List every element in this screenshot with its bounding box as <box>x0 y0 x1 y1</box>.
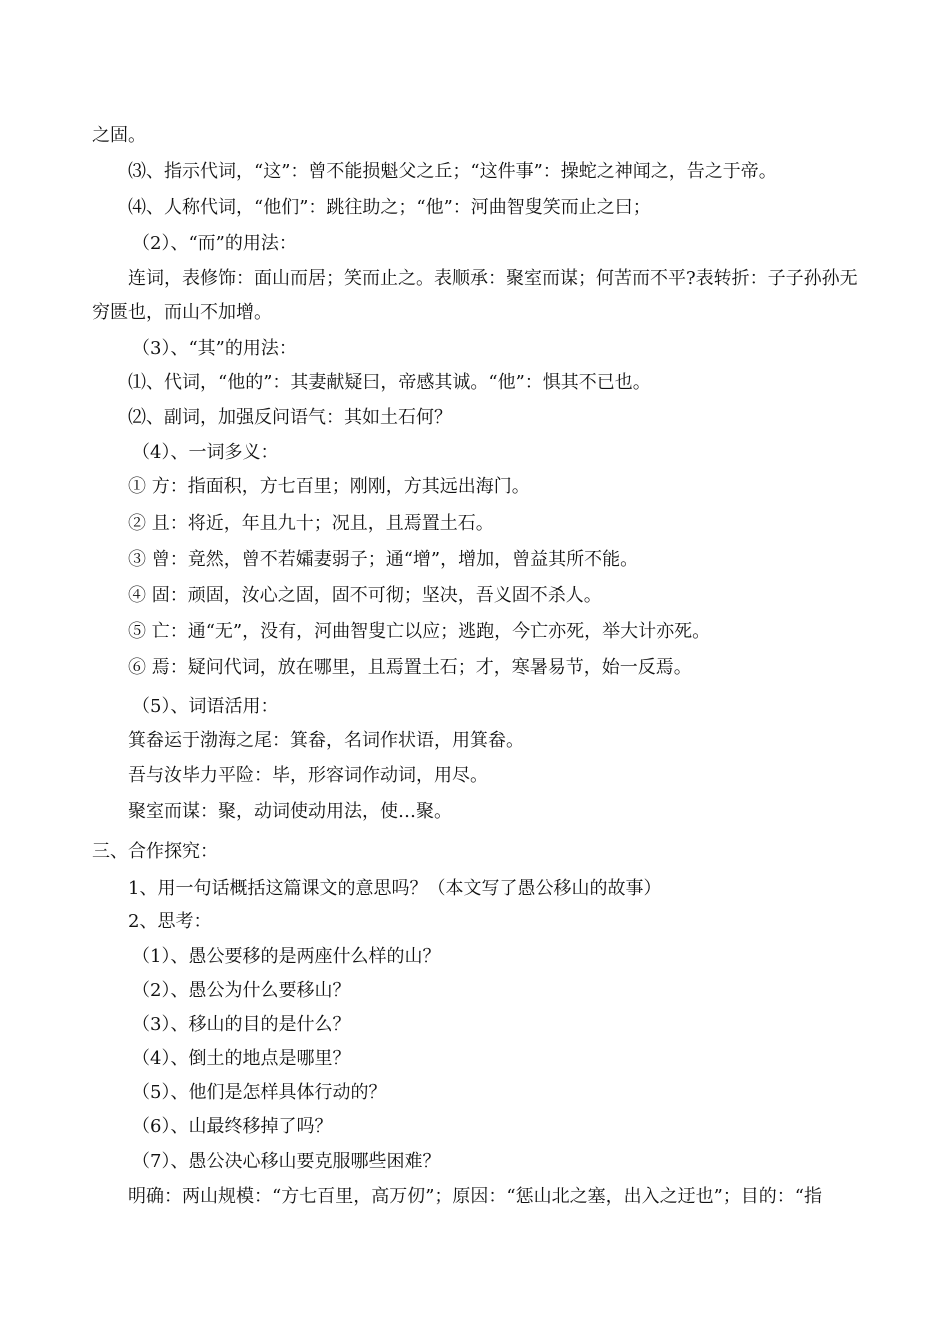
question-item: （7）、愚公决心移山要克服哪些困难？ <box>132 1151 441 1172</box>
text-line: 箕畚运于渤海之尾：箕畚，名词作状语，用箕畚。 <box>128 730 524 751</box>
text-line: 2、思考： <box>128 911 212 932</box>
section-heading: （2）、“而”的用法： <box>132 233 297 254</box>
text-line: ① 方：指面积，方七百里；刚刚，方其远出海门。 <box>128 476 530 497</box>
text-line: 连词，表修饰：面山而居；笑而止之。表顺承：聚室而谋；何苦而不平?表转折：子子孙孙无 <box>128 268 858 289</box>
text-line: ② 且：将近，年且九十；况且，且焉置土石。 <box>128 513 494 534</box>
text-line: 穷匮也，而山不加增。 <box>92 302 272 323</box>
text-line: ③ 曾：竟然，曾不若孀妻弱子；通“增”，增加，曾益其所不能。 <box>128 549 639 570</box>
text-line: 1、用一句话概括这篇课文的意思吗？（本文写了愚公移山的故事） <box>128 878 662 899</box>
text-line: ⑴、代词，“他的”：其妻献疑曰，帝感其诚。“他”：惧其不已也。 <box>128 372 651 393</box>
text-line: 明确：两山规模：“方七百里，高万仞”；原因：“惩山北之塞，出入之迂也”；目的：“指 <box>128 1186 823 1207</box>
section-heading: （4）、一词多义： <box>132 442 279 463</box>
text-line: ⑷、人称代词，“他们”：跳往助之；“他”：河曲智叟笑而止之曰； <box>128 197 651 218</box>
text-line: ⑥ 焉：疑问代词，放在哪里，且焉置土石；才，寒暑易节，始一反焉。 <box>128 657 692 678</box>
text-line: ⑶、指示代词，“这”：曾不能损魁父之丘；“这件事”：操蛇之神闻之，告之于帝。 <box>128 161 777 182</box>
question-item: （4）、倒土的地点是哪里？ <box>132 1048 351 1069</box>
question-item: （5）、他们是怎样具体行动的？ <box>132 1082 387 1103</box>
section-heading: 三、合作探究： <box>92 841 218 862</box>
question-item: （3）、移山的目的是什么？ <box>132 1014 351 1035</box>
text-line: ④ 固：顽固，汝心之固，固不可彻；坚决，吾义固不杀人。 <box>128 585 602 606</box>
section-heading: （5）、词语活用： <box>132 696 279 717</box>
section-heading: （3）、“其”的用法： <box>132 338 297 359</box>
text-line: 吾与汝毕力平险：毕，形容词作动词，用尽。 <box>128 765 488 786</box>
text-line: 之固。 <box>92 125 146 146</box>
text-line: ⑵、副词，加强反问语气：其如土石何？ <box>128 407 452 428</box>
question-item: （1）、愚公要移的是两座什么样的山？ <box>132 946 441 967</box>
question-item: （6）、山最终移掉了吗？ <box>132 1116 333 1137</box>
question-item: （2）、愚公为什么要移山？ <box>132 980 351 1001</box>
text-line: 聚室而谋：聚，动词使动用法，使…聚。 <box>128 801 452 822</box>
text-line: ⑤ 亡：通“无”，没有，河曲智叟亡以应；逃跑，今亡亦死，举大计亦死。 <box>128 621 711 642</box>
